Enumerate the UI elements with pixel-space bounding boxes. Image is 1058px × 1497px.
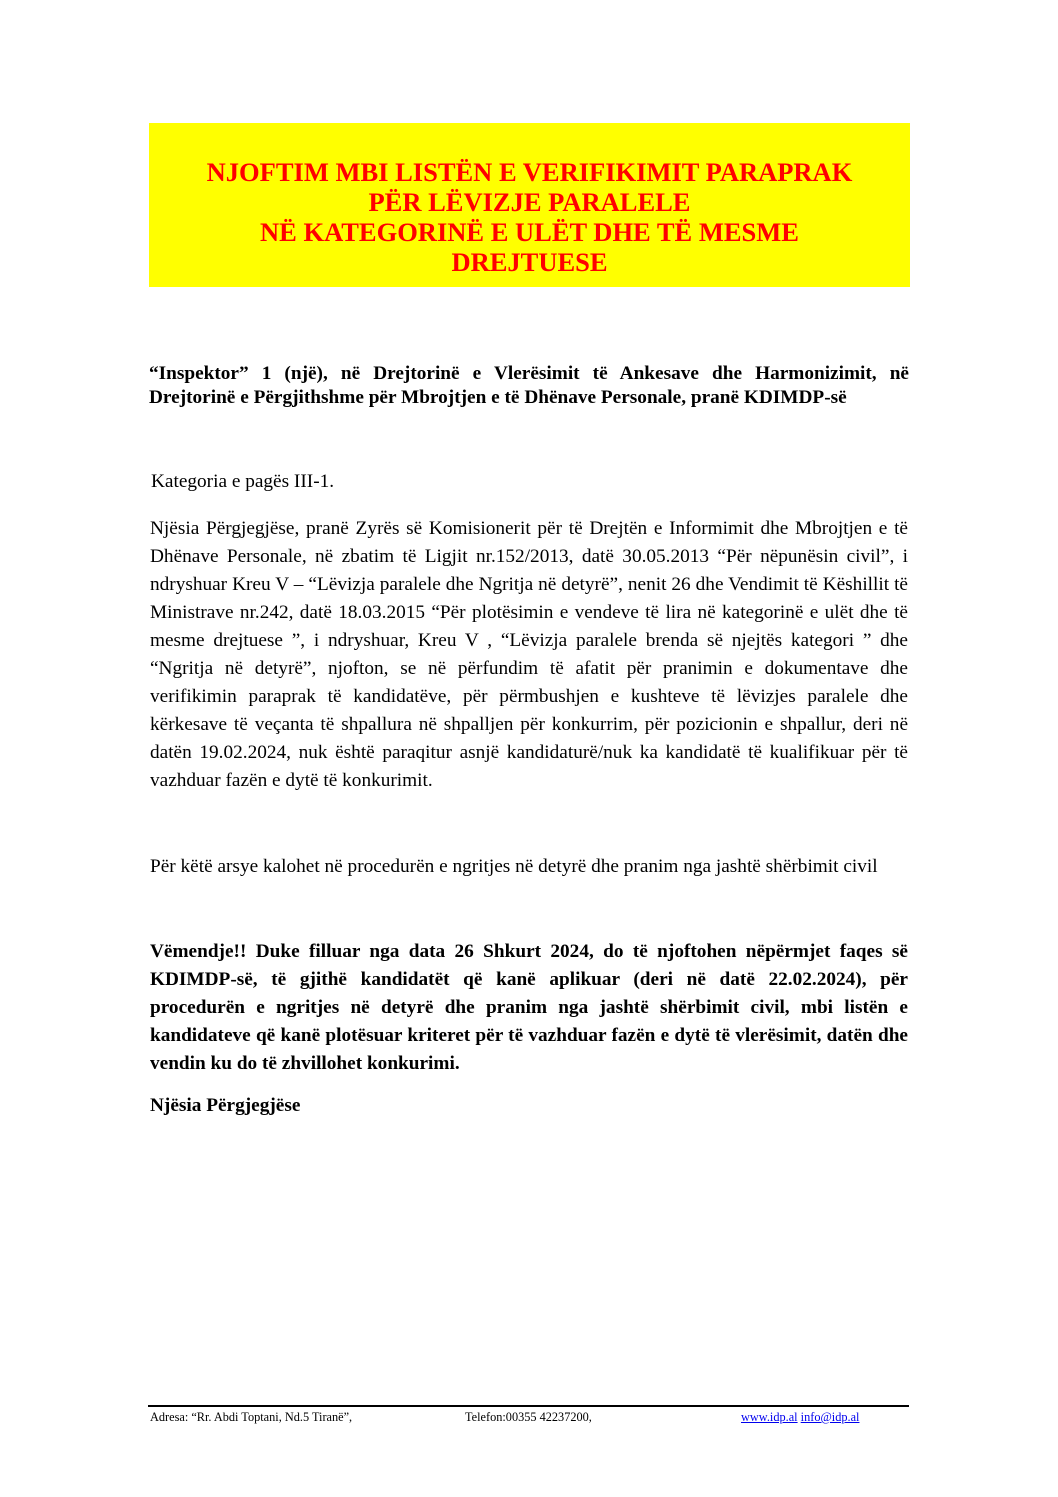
title-line-1: NJOFTIM MBI LISTËN E VERIFIKIMIT PARAPRAK [206, 157, 853, 187]
footer-phone: Telefon:00355 42237200, [465, 1410, 592, 1424]
procedure-transfer-paragraph: Për këtë arsye kalohet në procedurën e ngritjes në detyrë dhe pranim nga jashtë shërbimit civil [150, 856, 878, 877]
title-line-2: PËR LËVIZJE PARALELE [368, 187, 691, 217]
email-link[interactable]: info@idp.al [800, 1410, 860, 1424]
announcement-paragraph: Njësia Përgjegjëse, pranë Zyrës së Komisionerit për të Drejtën e Informimit dhe Mbrojtjen e të Dhënave Personale, në zbatim të Ligjit nr.152/2013, datë 30.05.2013 “Për nëpunësin civil”, i ndryshuar Kreu V – “Lëvizja paralele dhe Ngritja në detyrë”, nenit 26 dhe Vendimit të Këshillit të Ministrave nr.242, datë 18.03.2015 “Për plotësimin e vendeve të lira në kategorinë e ulët dhe të mesme drejtuese ”, i ndryshuar, Kreu V , “Lëvizja paralele brenda së njejtës kategori ” dhe “Ngritja në detyrë”, njofton, se në përfundim të afatit për pranimin e dokumentave dhe verifikimin paraprak të kandidatëve, për përmbushjen e kushteve të lëvizjes paralele dhe kërkesave të veçanta të shpallura në shpalljen për konkurrim, për pozicionin e shpallur, deri në datën 19.02.2024, nuk është paraqitur asnjë kandidaturë/nuk ka kandidatë të kualifikuar për të vazhduar fazën e dytë të konkurimit. [150, 518, 908, 791]
signature: Njësia Përgjegjëse [150, 1095, 301, 1116]
footer-address: Adresa: “Rr. Abdi Toptani, Nd.5 Tiranë”, [150, 1410, 353, 1424]
position-heading: “Inspektor” 1 (një), në Drejtorinë e Vlerësimit të Ankesave dhe Harmonizimit, në Drejtorinë e Përgjithshme për Mbrojtjen e të Dhënave Personale, pranë KDIMDP-së [149, 363, 909, 408]
website-link[interactable]: www.idp.al [741, 1410, 798, 1424]
title-line-3: NË KATEGORINË E ULËT DHE TË MESME [260, 217, 799, 247]
footer-divider [148, 1405, 909, 1407]
title-line-4: DREJTUESE [451, 247, 608, 277]
attention-notice: Vëmendje!! Duke filluar nga data 26 Shkurt 2024, do të njoftohen nëpërmjet faqes së KDIMDP-së, të gjithë kandidatët që kanë aplikuar (deri në datë 22.02.2024), për procedurën e ngritjes në detyrë dhe pranim nga jashtë shërbimit civil, mbi listën e kandidateve që kanë plotësuar kriteret për të vazhduar fazën e dytë të vlerësimit, datën dhe vendin ku do të zhvillohet konkurimi. [150, 941, 908, 1074]
footer-links [741, 1409, 859, 1425]
pay-category: Kategoria e pagës III-1. [151, 471, 335, 492]
title-banner [149, 123, 910, 287]
